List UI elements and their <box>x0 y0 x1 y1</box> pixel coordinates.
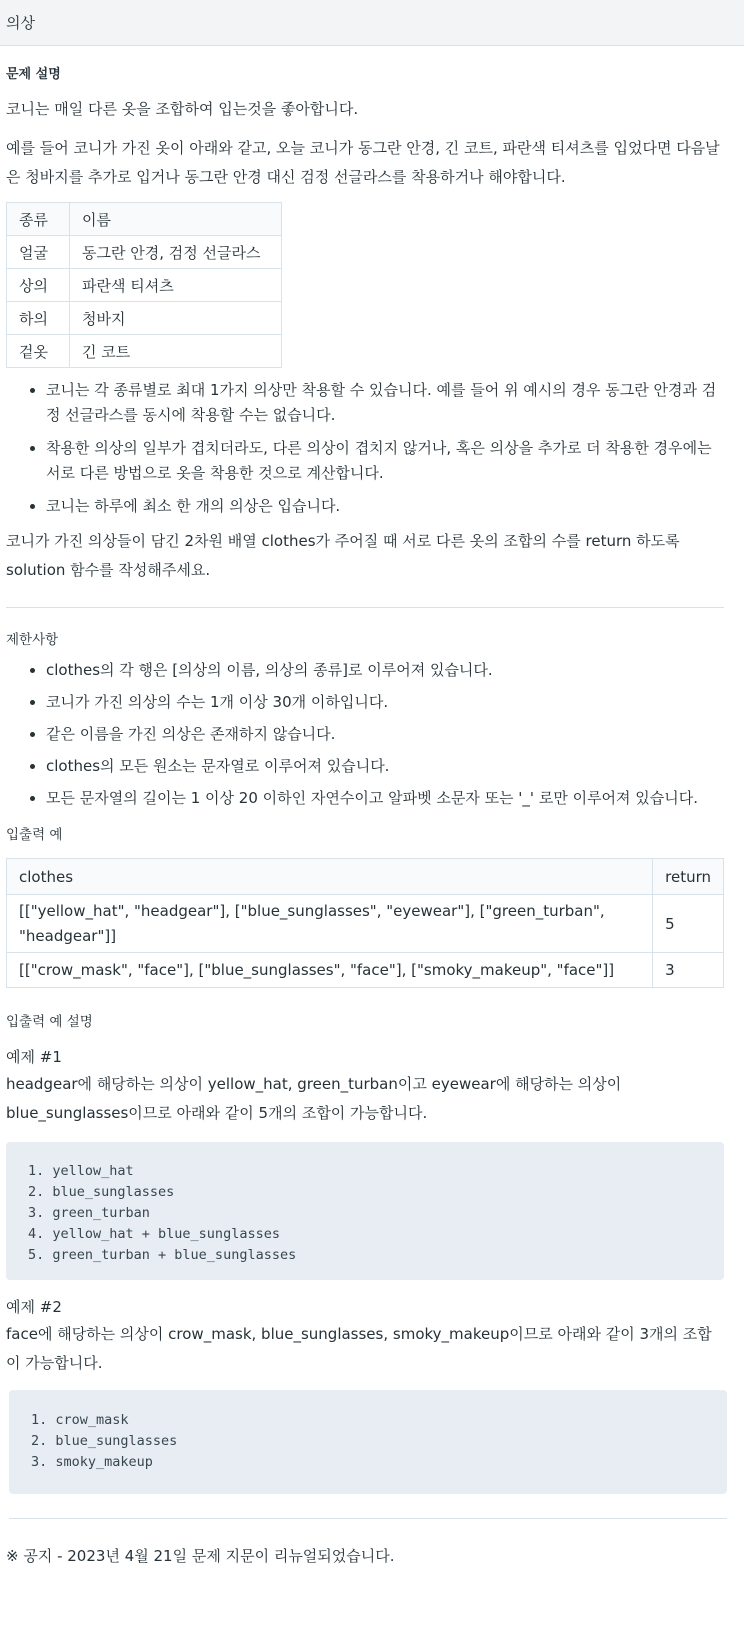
example-paragraph <box>6 134 738 192</box>
list-item-line: 정 선글라스를 동시에 착용할 수는 없습니다. <box>46 406 336 424</box>
list-item: • 모든 문자열의 길이는 1 이상 20 이하인 자연수이고 알파벳 소문자 또는 '_' 로만 이루어져 있습니다. <box>46 786 738 811</box>
code-line: 1. yellow_hat <box>28 1163 134 1179</box>
code-line: 5. green_turban + blue_sunglasses <box>28 1247 297 1263</box>
problem-content <box>0 66 744 1567</box>
table-header-cell: return <box>653 859 724 895</box>
list-item-line: 서로 다른 방법으로 옷을 착용한 것으로 계산합니다. <box>46 464 384 482</box>
table-cell: [["crow_mask", "face"], ["blue_sunglasses", "face"], ["smoky_makeup", "face"]] <box>7 953 653 988</box>
example-line-2: 은 청바지를 추가로 입거나 동그란 안경 대신 검정 선글라스를 착용하거나 해야합니다. <box>6 168 566 186</box>
table-cell: 파란색 티셔츠 <box>70 269 282 302</box>
code-line: 1. crow_mask <box>31 1412 129 1428</box>
list-item: • 같은 이름을 가진 의상은 존재하지 않습니다. <box>46 722 738 747</box>
example-2-code-block <box>9 1390 727 1494</box>
table-cell: 긴 코트 <box>70 335 282 368</box>
code-line: 3. green_turban <box>28 1205 150 1221</box>
page-title: 의상 <box>6 14 35 32</box>
section-divider <box>6 607 724 608</box>
table-cell: 동그란 안경, 검정 선글라스 <box>70 236 282 269</box>
table-cell <box>7 895 653 953</box>
table-row <box>7 236 282 269</box>
list-item <box>46 378 738 428</box>
code-line: 3. smoky_makeup <box>31 1454 153 1470</box>
example-1-line-2: blue_sunglasses이므로 아래와 같이 5개의 조합이 가능합니다. <box>6 1104 428 1122</box>
example-line-1: 예를 들어 코니가 가진 옷이 아래와 같고, 오늘 코니가 동그란 안경, 긴 코트, 파란색 티셔츠를 입었다면 다음날 <box>6 139 720 157</box>
cell-line: "headgear"]] <box>19 926 117 945</box>
task-line-1: 코니가 가진 의상들이 담긴 2차원 배열 clothes가 주어질 때 서로 다른 옷의 조합의 수를 return 하도록 <box>6 532 680 550</box>
table-header-row <box>7 203 282 236</box>
example-1-description <box>6 1070 738 1128</box>
page-header <box>0 0 744 46</box>
table-header-cell: 이름 <box>70 203 282 236</box>
table-row <box>7 269 282 302</box>
example-2-line-1: face에 해당하는 의상이 crow_mask, blue_sunglasses, smoky_makeup이므로 아래와 같이 3개의 조합 <box>6 1325 712 1343</box>
constraints-list <box>6 658 738 811</box>
task-paragraph <box>6 527 738 585</box>
table-row <box>7 335 282 368</box>
table-row <box>7 953 724 988</box>
cell-line: [["yellow_hat", "headgear"], ["blue_sunglasses", "eyewear"], ["green_turban", <box>19 901 605 920</box>
table-header-row <box>7 859 724 895</box>
code-line: 4. yellow_hat + blue_sunglasses <box>28 1226 280 1242</box>
io-example-table <box>6 858 724 988</box>
rules-list <box>6 378 738 519</box>
table-cell: 하의 <box>7 302 70 335</box>
table-cell: 청바지 <box>70 302 282 335</box>
table-cell: 겉옷 <box>7 335 70 368</box>
example-1-title: 예제 #1 <box>6 1048 62 1066</box>
list-item <box>46 494 738 519</box>
table-cell: 3 <box>653 953 724 988</box>
section-divider <box>9 1518 727 1519</box>
example-2-title: 예제 #2 <box>6 1298 62 1316</box>
code-line: 2. blue_sunglasses <box>31 1433 178 1449</box>
code-line: 2. blue_sunglasses <box>28 1184 175 1200</box>
notice-text: ※ 공지 - 2023년 4월 21일 문제 지문이 리뉴얼되었습니다. <box>6 1547 395 1565</box>
list-item-line: 코니는 각 종류별로 최대 1가지 의상만 착용할 수 있습니다. 예를 들어 위 예시의 경우 동그란 안경과 검 <box>46 381 717 399</box>
intro-text: 코니는 매일 다른 옷을 조합하여 입는것을 좋아합니다. <box>6 100 359 118</box>
list-item-line: 코니는 하루에 최소 한 개의 의상은 입습니다. <box>46 497 341 515</box>
explanation-heading: 입출력 예 설명 <box>6 1014 93 1030</box>
list-item-line: 착용한 의상의 일부가 겹치더라도, 다른 의상이 겹치지 않거나, 혹은 의상을 추가로 더 착용한 경우에는 <box>46 439 712 457</box>
example-1-line-1: headgear에 해당하는 의상이 yellow_hat, green_turban이고 eyewear에 해당하는 의상이 <box>6 1075 622 1093</box>
example-2-description <box>6 1320 738 1378</box>
list-item: • clothes의 모든 원소는 문자열로 이루어져 있습니다. <box>46 754 738 779</box>
table-cell: 5 <box>653 895 724 953</box>
list-item <box>46 436 738 486</box>
constraints-heading: 제한사항 <box>6 632 59 648</box>
io-example-heading: 입출력 예 <box>6 827 63 843</box>
example-1-code-block <box>6 1142 724 1280</box>
table-header-cell: clothes <box>7 859 653 895</box>
table-cell: 얼굴 <box>7 236 70 269</box>
table-row <box>7 895 724 953</box>
clothes-kind-table <box>6 202 282 368</box>
example-2-line-2: 이 가능합니다. <box>6 1354 103 1372</box>
list-item: • clothes의 각 행은 [의상의 이름, 의상의 종류]로 이루어져 있습니다. <box>46 658 738 683</box>
table-cell: 상의 <box>7 269 70 302</box>
list-item: • 코니가 가진 의상의 수는 1개 이상 30개 이하입니다. <box>46 690 738 715</box>
task-line-2: solution 함수를 작성해주세요. <box>6 561 211 579</box>
problem-heading: 문제 설명 <box>6 67 61 82</box>
table-row <box>7 302 282 335</box>
table-header-cell: 종류 <box>7 203 70 236</box>
